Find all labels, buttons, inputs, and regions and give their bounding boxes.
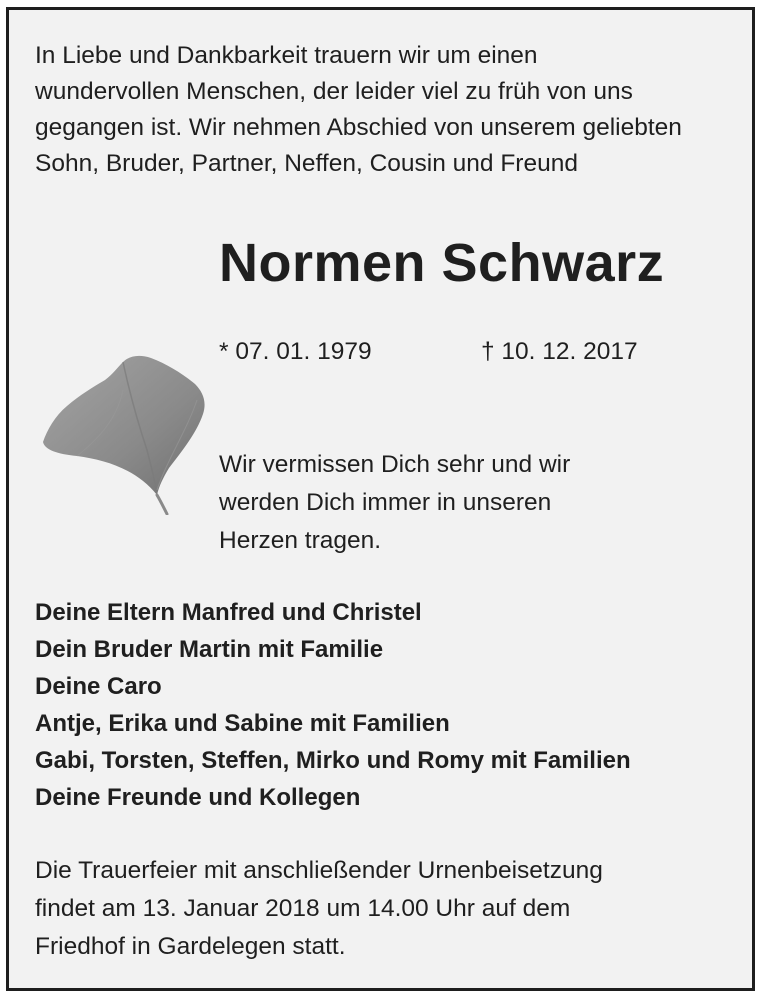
- family-line: Deine Eltern Manfred und Christel: [35, 599, 422, 626]
- deceased-name: Normen Schwarz: [219, 233, 665, 293]
- intro-line: Sohn, Bruder, Partner, Neffen, Cousin und Freund: [35, 150, 578, 177]
- quote-line: Wir vermissen Dich sehr und wir: [219, 451, 571, 478]
- funeral-service-info: [35, 852, 603, 966]
- quote-line: Herzen tragen.: [219, 527, 382, 554]
- service-line: Die Trauerfeier mit anschließender Urnenbeisetzung: [35, 857, 603, 884]
- family-line: Deine Freunde und Kollegen: [35, 784, 361, 811]
- intro-text: [35, 38, 735, 182]
- family-line: Deine Caro: [35, 673, 162, 700]
- intro-line: wundervollen Menschen, der leider viel zu früh von uns: [35, 78, 633, 105]
- death-date: † 10. 12. 2017: [481, 338, 638, 365]
- obituary-notice: [6, 7, 755, 991]
- service-line: Friedhof in Gardelegen statt.: [35, 933, 346, 960]
- family-line: Gabi, Torsten, Steffen, Mirko und Romy mit Familien: [35, 747, 631, 774]
- family-list: [35, 594, 631, 816]
- intro-line: In Liebe und Dankbarkeit trauern wir um einen: [35, 42, 538, 69]
- intro-line: gegangen ist. Wir nehmen Abschied von unserem geliebten: [35, 114, 682, 141]
- family-line: Dein Bruder Martin mit Familie: [35, 636, 384, 663]
- birth-date: * 07. 01. 1979: [219, 338, 372, 365]
- memorial-quote: [219, 446, 570, 560]
- quote-line: werden Dich immer in unseren: [219, 489, 552, 516]
- service-line: findet am 13. Januar 2018 um 14.00 Uhr auf dem: [35, 895, 571, 922]
- family-line: Antje, Erika und Sabine mit Familien: [35, 710, 450, 737]
- ginkgo-leaf-icon: [37, 350, 207, 515]
